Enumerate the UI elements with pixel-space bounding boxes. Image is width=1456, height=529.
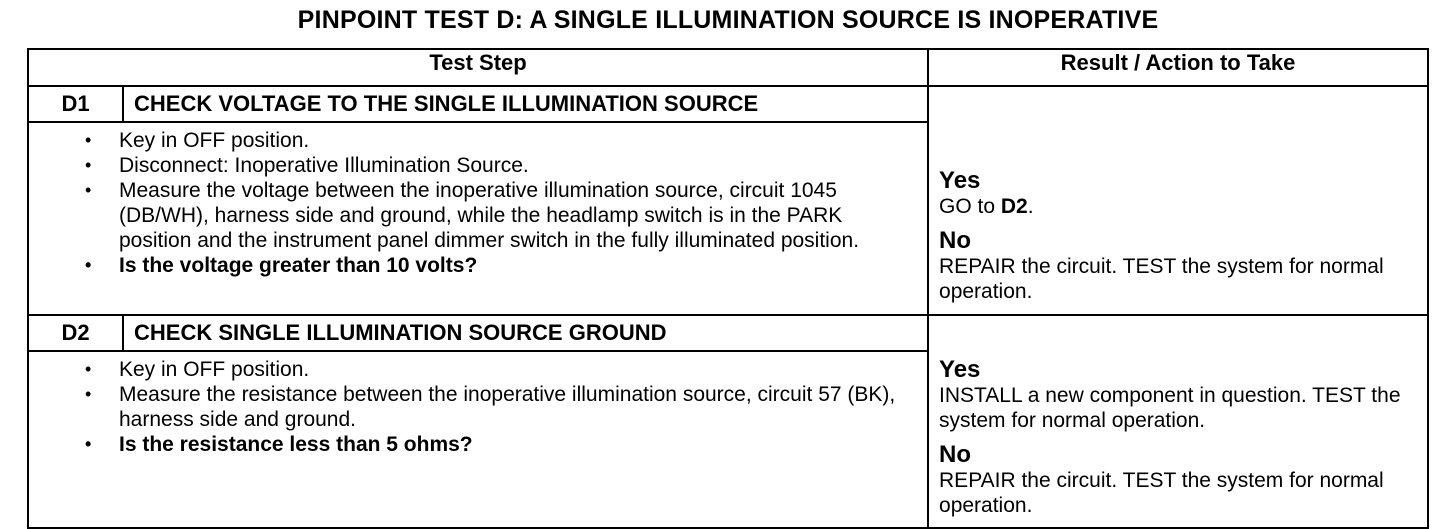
result-header: Result / Action to Take — [928, 49, 1428, 86]
step-row-d1 — [28, 86, 1428, 122]
no-label-d1: No — [939, 227, 972, 254]
no-action-d2: REPAIR the circuit. TEST the system for normal operation. — [939, 469, 1384, 517]
step-id-d1: D1 — [28, 86, 123, 122]
no-label-d2: No — [939, 441, 972, 468]
pinpoint-test-table — [27, 48, 1429, 529]
yes-action-text-d1: GO to — [939, 195, 1001, 218]
yes-action-d2: INSTALL a new component in question. TEST the system for normal operation. — [939, 384, 1401, 432]
result-cell-d1 — [928, 86, 1428, 315]
yes-label-d1: Yes — [939, 167, 981, 194]
bullet-list-d2 — [119, 357, 917, 457]
yes-action-suffix-d1: . — [1027, 195, 1034, 218]
list-item: • Measure the voltage between the inoperative illumination source, circuit 1045 (DB/WH), harness side and ground, while the headlamp switch is in the PARK position and the instrument panel dimmer switch in the fully illuminated position. — [119, 178, 917, 253]
page-title: PINPOINT TEST D: A SINGLE ILLUMINATION SOURCE IS INOPERATIVE — [297, 6, 1159, 34]
step-title-d2: CHECK SINGLE ILLUMINATION SOURCE GROUND — [123, 315, 928, 351]
question-d1: • Is the voltage greater than 10 volts? — [119, 253, 917, 278]
yes-action-d1 — [939, 194, 1427, 219]
bullet-list-d1 — [119, 128, 917, 278]
no-action-d1: REPAIR the circuit. TEST the system for normal operation. — [939, 255, 1384, 303]
step-title-d1: CHECK VOLTAGE TO THE SINGLE ILLUMINATION SOURCE — [123, 86, 928, 122]
list-item: • Disconnect: Inoperative Illumination Source. — [119, 153, 917, 178]
list-item: • Key in OFF position. — [119, 357, 917, 382]
step-row-d2 — [28, 315, 1428, 351]
result-cell-d2 — [928, 315, 1428, 528]
list-item: • Measure the resistance between the inoperative illumination source, circuit 57 (BK), harness side and ground. — [119, 382, 917, 432]
header-row — [28, 49, 1428, 86]
step-link-d2[interactable]: D2 — [1000, 195, 1028, 218]
step-body-d2 — [28, 351, 928, 528]
step-id-d2: D2 — [28, 315, 123, 351]
yes-label-d2: Yes — [939, 356, 981, 383]
step-body-d1 — [28, 122, 928, 315]
test-step-header: Test Step — [28, 49, 928, 86]
list-item: • Key in OFF position. — [119, 128, 917, 153]
question-d2: • Is the resistance less than 5 ohms? — [119, 432, 917, 457]
